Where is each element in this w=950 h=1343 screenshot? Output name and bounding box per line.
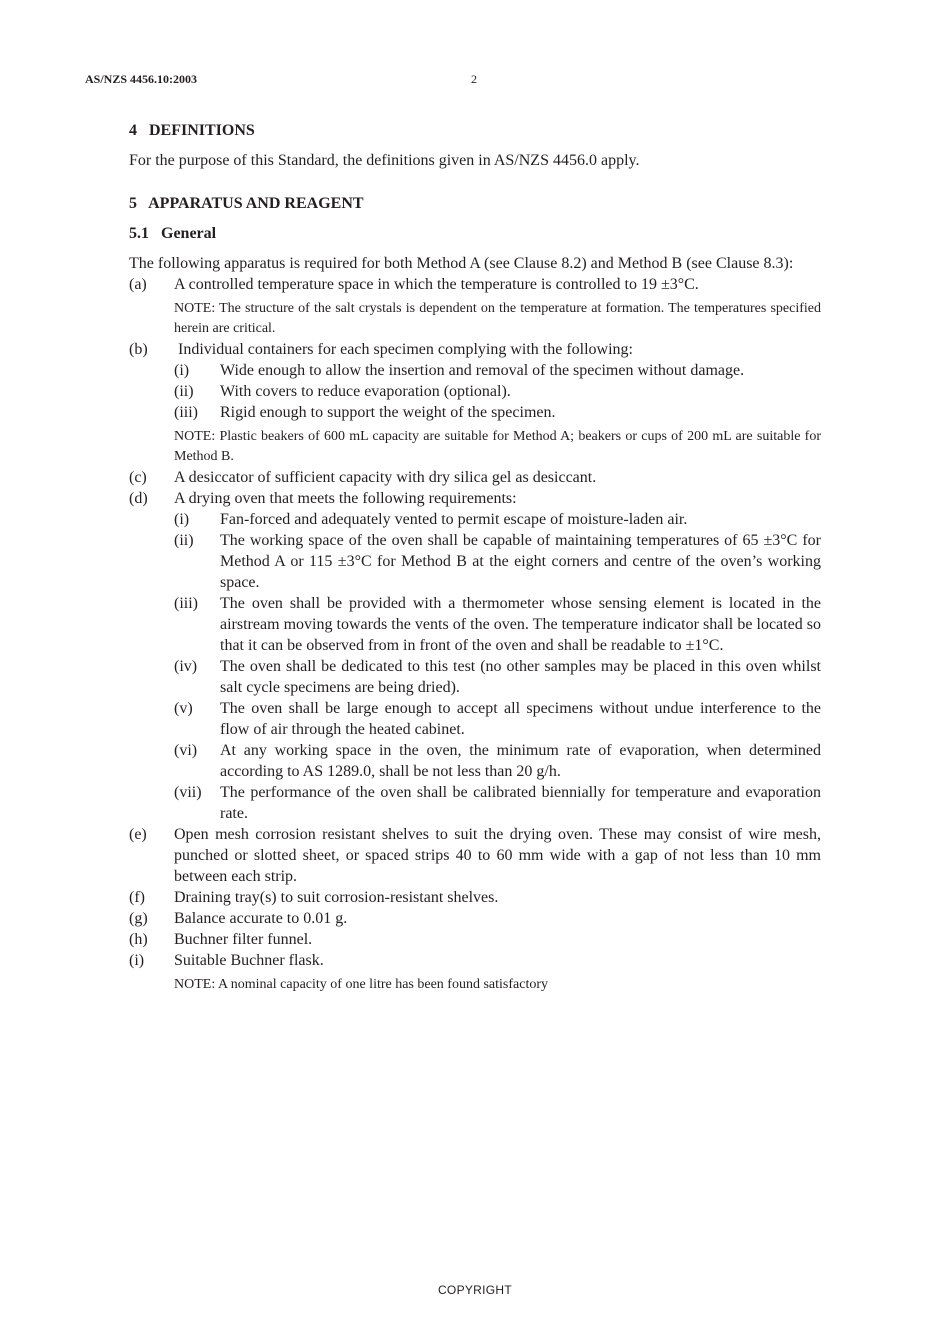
list-label: (b) xyxy=(129,341,148,358)
sub-text: The oven shall be dedicated to this test (no other samples may be placed in this oven whilst salt cycle specimens are being dried). xyxy=(220,658,821,696)
sub-item-d-v xyxy=(129,698,821,740)
list-label: (i) xyxy=(129,952,145,969)
note-a: NOTE: The structure of the salt crystals is dependent on the temperature at formation. The temperatures specified herein are critical. xyxy=(174,301,821,336)
list-text: Draining tray(s) to suit corrosion-resistant shelves. xyxy=(174,889,499,906)
sub-text: The working space of the oven shall be capable of maintaining temperatures of 65 ±3°C for Method A or 115 ±3°C for Method B at the eight corners and centre of the oven’s working space. xyxy=(220,532,821,591)
list-text: Buchner filter funnel. xyxy=(174,931,313,948)
list-item-g xyxy=(129,908,821,929)
sub-label: (ii) xyxy=(174,532,194,549)
sub-item-d-iii xyxy=(129,593,821,656)
sub-item-d-iv xyxy=(129,656,821,698)
list-item-i xyxy=(129,950,821,971)
list-item-h xyxy=(129,929,821,950)
sub-text: The oven shall be large enough to accept all specimens without undue interference to the flow of air through the heated cabinet. xyxy=(220,700,821,738)
sub-text: Wide enough to allow the insertion and removal of the specimen without damage. xyxy=(220,362,745,379)
sub-item-d-ii xyxy=(129,530,821,593)
list-label: (g) xyxy=(129,910,148,927)
list-text: Individual containers for each specimen complying with the following: xyxy=(174,341,633,358)
sub-label: (vii) xyxy=(174,784,202,801)
sub-label: (ii) xyxy=(174,383,194,400)
sub-item-d-vii xyxy=(129,782,821,824)
page-header xyxy=(85,72,865,90)
list-text: Open mesh corrosion resistant shelves to suit the drying oven. These may consist of wire mesh, punched or slotted sheet, or spaced strips 40 to 60 mm wide with a gap of not less than 10 mm between each strip. xyxy=(174,826,821,885)
list-label: (h) xyxy=(129,931,148,948)
sub-item-b-i xyxy=(129,360,821,381)
sub-text: The performance of the oven shall be calibrated biennially for temperature and evaporation rate. xyxy=(220,784,821,822)
list-text: A controlled temperature space in which the temperature is controlled to 19 ±3°C. xyxy=(174,276,699,293)
sub-label: (iv) xyxy=(174,658,198,675)
list-label: (e) xyxy=(129,826,147,843)
note-b: NOTE: Plastic beakers of 600 mL capacity are suitable for Method A; beakers or cups of 200 mL are suitable for Method B. xyxy=(174,429,821,464)
copyright-footer: COPYRIGHT xyxy=(437,1283,513,1297)
sub-item-b-iii xyxy=(129,402,821,423)
sub-label: (iii) xyxy=(174,404,198,421)
sub-label: (vi) xyxy=(174,742,198,759)
list-item-b xyxy=(129,339,821,360)
standard-number: AS/NZS 4456.10:2003 xyxy=(85,72,198,86)
note-i: NOTE: A nominal capacity of one litre has been found satisfactory xyxy=(174,977,549,992)
sub-label: (i) xyxy=(174,362,190,379)
list-label: (d) xyxy=(129,490,148,507)
list-label: (f) xyxy=(129,889,145,906)
section-4-text: For the purpose of this Standard, the definitions given in AS/NZS 4456.0 apply. xyxy=(129,152,640,169)
list-item-e xyxy=(129,824,821,887)
list-label: (c) xyxy=(129,469,147,486)
sub-item-d-vi xyxy=(129,740,821,782)
list-item-c xyxy=(129,467,821,488)
list-text: Suitable Buchner flask. xyxy=(174,952,324,969)
sub-text: The oven shall be provided with a thermometer whose sensing element is located in the airstream moving towards the vents of the oven. The temperature indicator shall be located so that it can be observed from in front of the oven and shall be readable to ±1°C. xyxy=(220,595,821,654)
sub-label: (i) xyxy=(174,511,190,528)
sub-item-b-ii xyxy=(129,381,821,402)
list-item-a xyxy=(129,274,821,295)
list-item-f xyxy=(129,887,821,908)
section-5-heading: 5 APPARATUS AND REAGENT xyxy=(129,195,364,212)
list-text: A desiccator of sufficient capacity with dry silica gel as desiccant. xyxy=(174,469,597,486)
sub-text: At any working space in the oven, the minimum rate of evaporation, when determined according to AS 1289.0, shall be not less than 20 g/h. xyxy=(220,742,821,780)
sub-text: Fan-forced and adequately vented to permit escape of moisture-laden air. xyxy=(220,511,688,528)
list-label: (a) xyxy=(129,276,147,293)
section-4-heading: 4 DEFINITIONS xyxy=(129,122,255,139)
document-body xyxy=(129,120,821,995)
sub-label: (iii) xyxy=(174,595,198,612)
clause-5-1-heading: 5.1 General xyxy=(129,225,217,242)
list-item-d xyxy=(129,488,821,509)
list-text: Balance accurate to 0.01 g. xyxy=(174,910,348,927)
list-text: A drying oven that meets the following requirements: xyxy=(174,490,517,507)
sub-text: Rigid enough to support the weight of the specimen. xyxy=(220,404,556,421)
sub-item-d-i xyxy=(129,509,821,530)
page-number: 2 xyxy=(471,72,477,86)
clause-5-1-intro: The following apparatus is required for both Method A (see Clause 8.2) and Method B (see Clause 8.3): xyxy=(129,255,794,272)
sub-label: (v) xyxy=(174,700,193,717)
sub-text: With covers to reduce evaporation (optional). xyxy=(220,383,511,400)
